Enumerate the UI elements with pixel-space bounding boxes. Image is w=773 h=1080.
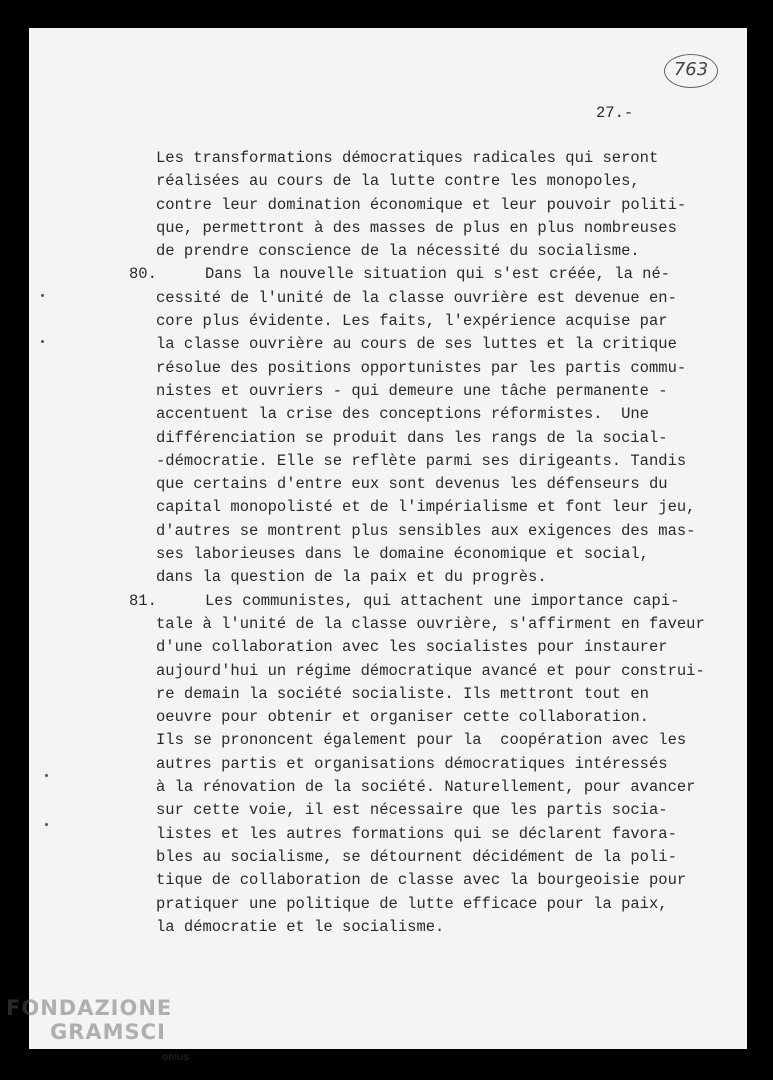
line-text: différenciation se produit dans les rangs de la social- [156,428,668,447]
line-text: oeuvre pour obtenir et organiser cette collaboration. [156,708,649,727]
text-line [29,776,747,799]
text-line [29,357,747,380]
line-text: Les communistes, qui attachent une importance capi- [205,591,680,610]
text-line [29,473,747,496]
text-line [29,543,747,566]
text-line [29,869,747,892]
text-line [29,427,747,450]
text-line [29,450,747,473]
line-text: aujourd'hui un régime démocratique avancé et pour construi- [156,661,705,680]
margin-mark [41,340,44,343]
line-text: core plus évidente. Les faits, l'expérience acquise par [156,312,668,331]
text-line [29,287,747,310]
watermark-line2: GRAMSCI [50,1020,166,1044]
text-line [29,613,747,636]
line-text: sur cette voie, il est nécessaire que les partis socia- [156,801,668,820]
text-line [29,520,747,543]
line-text: Les transformations démocratiques radicales qui seront [156,149,659,167]
margin-mark [45,774,48,777]
line-text: résolue des positions opportunistes par les partis commu- [156,358,687,377]
line-text: réalisées au cours de la lutte contre les monopoles, [156,172,640,191]
line-text: tale à l'unité de la classe ouvrière, s'affirment en faveur [156,614,705,633]
line-text: dans la question de la paix et du progrès. [156,568,547,587]
text-line [29,333,747,356]
paragraph-number: 80. [129,265,157,284]
margin-mark [45,823,48,826]
text-line [29,147,747,170]
line-text: la démocratie et le socialisme. [156,917,445,936]
text-line [29,217,747,240]
line-text: Dans la nouvelle situation qui s'est créée, la né- [205,265,671,284]
line-text: bles au socialisme, se détournent décidément de la poli- [156,847,677,866]
line-text: tique de collaboration de classe avec la bourgeoisie pour [156,871,687,890]
page-number: 27.- [596,104,634,122]
line-text: listes et les autres formations qui se déclarent favora- [156,824,677,843]
text-line [29,683,747,706]
text-line [29,380,747,403]
line-text: d'autres se montrent plus sensibles aux exigences des mas- [156,521,696,540]
line-text: de prendre conscience de la nécessité du socialisme. [156,242,640,261]
text-line [29,170,747,193]
text-line [29,310,747,333]
line-text: re demain la société socialiste. Ils mettront tout en [156,684,649,703]
line-text: pratiquer une politique de lutte efficace pour la paix, [156,894,668,913]
text-line [29,893,747,916]
text-line [29,846,747,869]
document-page [29,28,747,1049]
line-text: accentuent la crise des conceptions réformistes. Une [156,405,649,424]
line-text: capital monopolisté et de l'impérialisme et font leur jeu, [156,498,696,517]
text-line [29,799,747,822]
watermark-sub: onlus [162,1052,189,1063]
line-text: autres partis et organisations démocratiques intéressés [156,754,668,773]
text-line [29,660,747,683]
text-line [29,823,747,846]
line-text: ses laborieuses dans le domaine économique et social, [156,545,649,564]
line-text: -démocratie. Elle se reflète parmi ses dirigeants. Tandis [156,451,687,470]
text-line [29,496,747,519]
text-line [29,263,747,286]
line-text: nistes et ouvriers - qui demeure une tâche permanente - [156,381,668,400]
line-text: d'une collaboration avec les socialistes pour instaurer [156,638,668,657]
document-body [29,147,747,939]
text-line [29,916,747,939]
archive-watermark [6,996,189,1063]
line-text: contre leur domination économique et leur pouvoir politi- [156,195,687,214]
line-text: que, permettront à des masses de plus en plus nombreuses [156,218,677,237]
paragraph-number: 81. [129,591,157,610]
text-line [29,194,747,217]
margin-mark [41,294,44,297]
watermark-line1: FONDAZIONE [6,996,173,1020]
text-line [29,403,747,426]
line-text: Ils se prononcent également pour la coopération avec les [156,731,687,750]
line-text: cessité de l'unité de la classe ouvrière est devenue en- [156,288,677,307]
text-line [29,590,747,613]
text-line [29,753,747,776]
line-text: que certains d'entre eux sont devenus les défenseurs du [156,475,668,494]
text-line [29,240,747,263]
text-line [29,636,747,659]
line-text: à la rénovation de la société. Naturellement, pour avancer [156,778,696,797]
line-text: la classe ouvrière au cours de ses luttes et la critique [156,335,677,354]
text-line [29,706,747,729]
text-line [29,729,747,752]
text-line [29,566,747,589]
folio-stamp: 763 [664,54,718,88]
